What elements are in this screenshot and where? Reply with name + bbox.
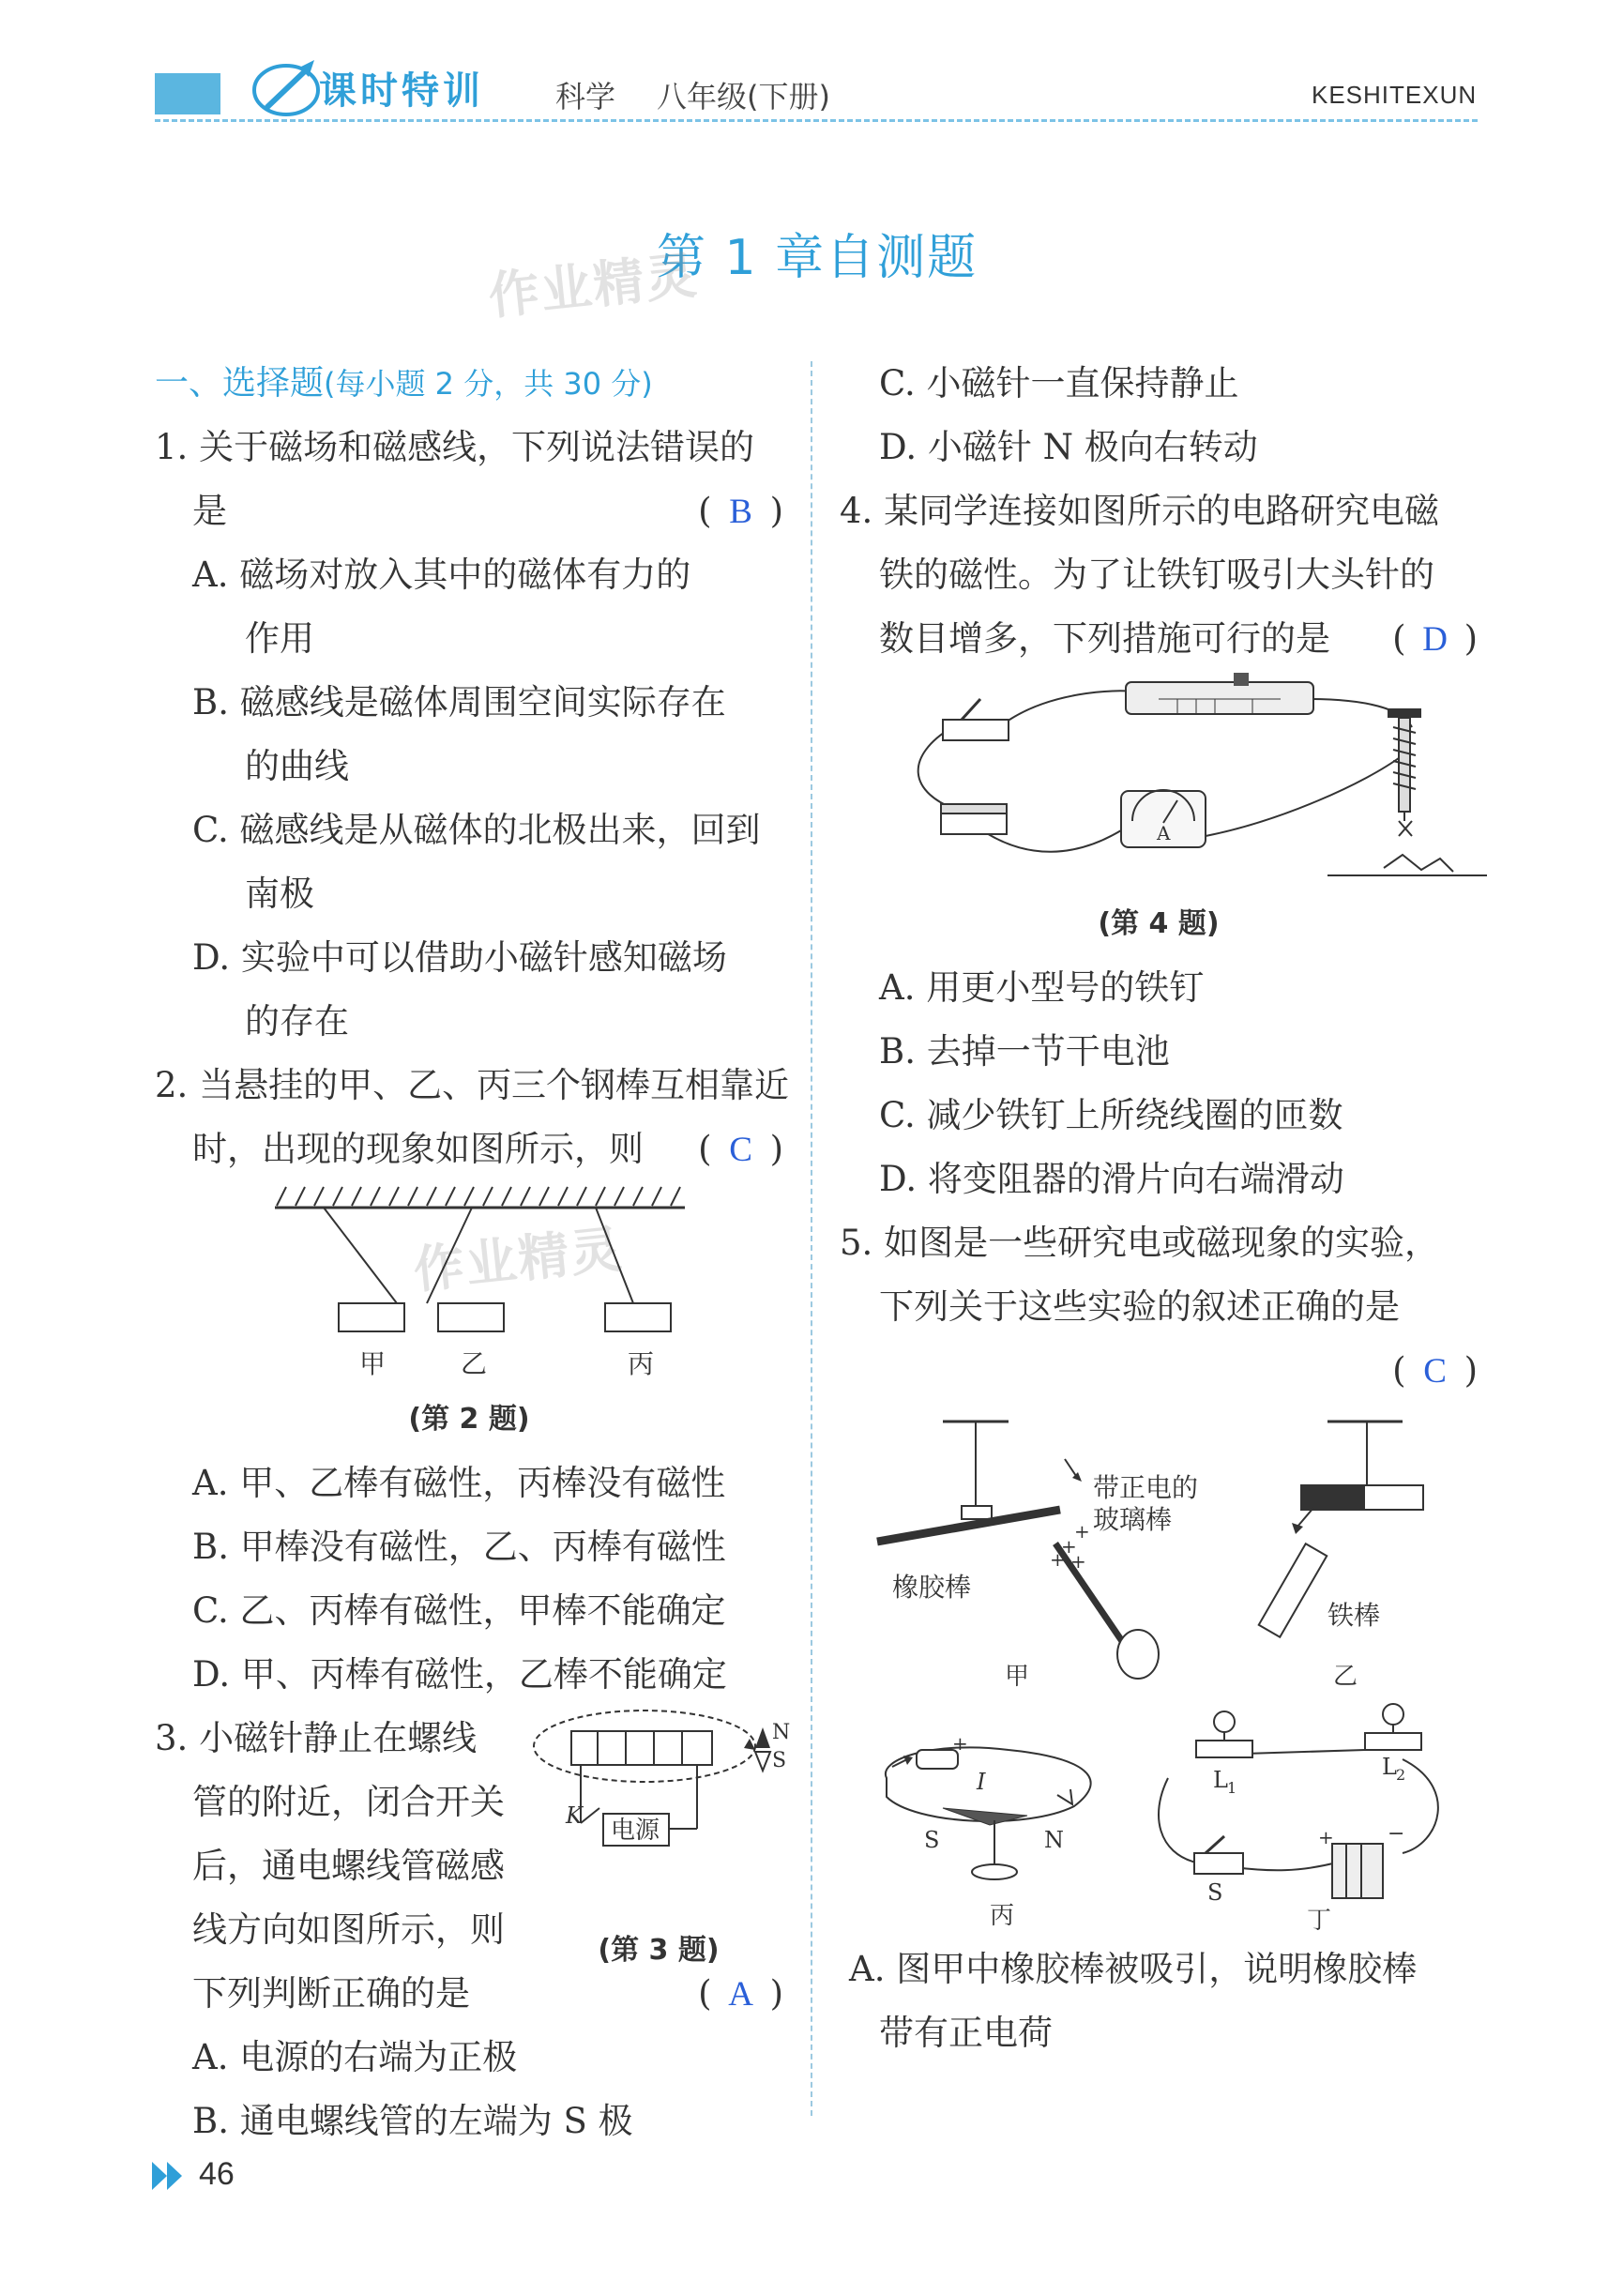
answer-letter: A	[728, 1975, 753, 2014]
svg-text:2: 2	[1396, 1766, 1406, 1784]
answer-bracket: ( C )	[1392, 1339, 1478, 1404]
series-pinyin: KESHITEXUN	[1312, 81, 1478, 109]
question-stem: 3. 小磁针静止在螺线	[155, 1718, 478, 1758]
option-d: D. 甲、丙棒有磁性，乙棒不能确定	[192, 1654, 727, 1695]
question-stem: 4. 某同学连接如图所示的电路研究电磁	[840, 491, 1440, 531]
option-a: A. 甲、乙棒有磁性，丙棒没有磁性	[192, 1463, 726, 1503]
option-a: A. 用更小型号的铁钉	[879, 967, 1205, 1008]
option-d-cont: 的存在	[245, 1001, 349, 1042]
answer-letter: B	[729, 493, 752, 531]
compass-north: N	[1044, 1827, 1064, 1853]
glass-rod-label-2: 玻璃棒	[1093, 1504, 1173, 1535]
south-label: S	[772, 1749, 787, 1772]
panel-label-ding: 丁	[1307, 1907, 1332, 1935]
svg-text:1: 1	[1227, 1779, 1237, 1797]
question-1	[155, 416, 783, 1054]
figure-q2-caption: (第 2 题)	[408, 1403, 530, 1436]
north-label: N	[772, 1721, 791, 1744]
answer-letter: D	[1422, 620, 1448, 659]
svg-text:+: +	[952, 1732, 968, 1755]
figure-q4-caption: (第 4 题)	[1098, 907, 1220, 940]
section-title: 一、选择题	[155, 364, 325, 403]
brand-title: 课时特训	[319, 69, 484, 113]
option-c-cont: 南极	[245, 874, 314, 914]
answer-bracket: ( C )	[698, 1118, 783, 1182]
subject-label: 科学	[555, 79, 616, 114]
question-4	[840, 479, 1478, 1211]
label-jia: 甲	[359, 1348, 387, 1379]
option-c: C. 减少铁钉上所绕线圈的匝数	[879, 1095, 1343, 1135]
answer-letter: C	[1423, 1352, 1447, 1391]
option-d: D. 将变阻器的滑片向右端滑动	[879, 1159, 1344, 1199]
question-stem: 数目增多，下列措施可行的是 ( D )	[840, 607, 1478, 671]
figure-q2-hanging-rods	[155, 1181, 783, 1341]
switch-label: K	[566, 1802, 583, 1829]
question-5	[840, 1211, 1478, 2065]
question-2	[155, 1054, 790, 1707]
question-stem: 是 ( B )	[155, 479, 783, 543]
answer-bracket: ( A )	[698, 1962, 783, 2027]
ammeter-label: A	[1157, 822, 1171, 844]
left-column	[155, 352, 791, 2153]
option-c: C. 乙、丙棒有磁性，甲棒不能确定	[192, 1590, 726, 1631]
question-stem: 2. 当悬挂的甲、乙、丙三个钢棒互相靠近	[155, 1065, 790, 1105]
label-bing: 丙	[628, 1348, 655, 1379]
option-d: D. 实验中可以借助小磁针感知磁场	[192, 937, 727, 978]
chapter-title: 第 1 章自测题	[657, 230, 978, 286]
question-stem: 时，出现的现象如图所示，则 ( C )	[155, 1118, 783, 1181]
option-b: B. 磁感线是磁体周围空间实际存在	[192, 682, 726, 722]
compass-south: S	[924, 1827, 940, 1853]
watermark-middle: 作业精灵	[410, 1219, 627, 1300]
option-a: A. 图甲中橡胶棒被吸引，说明橡胶棒	[849, 1949, 1418, 1989]
svg-text:−: −	[1388, 1822, 1405, 1846]
switch-s: S	[1207, 1879, 1223, 1906]
solenoid-diagram	[532, 1707, 791, 1894]
question-stem: 线方向如图所示，则	[192, 1909, 505, 1950]
section-note: (每小题 2 分，共 30 分)	[324, 366, 653, 402]
option-c: C. 磁感线是从磁体的北极出来，回到	[192, 810, 761, 850]
option-b: B. 去掉一节干电池	[879, 1031, 1170, 1072]
header-color-block	[155, 73, 220, 114]
option-b: B. 通电螺线管的左端为 S 极	[192, 2101, 633, 2141]
option-c: C. 小磁针一直保持静止	[879, 363, 1239, 403]
question-stem: 后，通电螺线管磁感	[192, 1846, 505, 1886]
answer-letter: C	[729, 1131, 752, 1169]
svg-text:+: +	[1318, 1826, 1334, 1848]
panel-label-yi: 乙	[1333, 1663, 1358, 1691]
section-heading	[155, 352, 783, 416]
svg-text:+: +	[1050, 1548, 1066, 1571]
figure-q3-solenoid	[532, 1707, 791, 1983]
watermark-top: 作业精灵	[485, 245, 702, 327]
figure-q2-labels	[155, 1341, 783, 1388]
bulb-l2: L	[1382, 1754, 1397, 1780]
rubber-rod-label: 橡胶棒	[892, 1572, 972, 1603]
option-a-cont: 带有正电荷	[879, 2013, 1053, 2053]
answer-line	[840, 1339, 1478, 1403]
panel-label-jia: 甲	[1005, 1663, 1030, 1691]
question-stem: 铁的磁性。为了让铁钉吸引大头针的	[879, 555, 1434, 595]
header-divider	[155, 119, 1478, 122]
option-a: A. 电源的右端为正极	[192, 2037, 518, 2077]
grade-label: 八年级(下册)	[657, 79, 830, 114]
question-3	[155, 1707, 791, 2153]
option-b-cont: 的曲线	[245, 746, 349, 786]
question-stem: 5. 如图是一些研究电或磁现象的实验，	[840, 1223, 1440, 1263]
svg-text:+: +	[1061, 1535, 1077, 1558]
question-stem: 下列关于这些实验的叙述正确的是	[879, 1286, 1400, 1327]
double-chevron-icon	[150, 2160, 188, 2192]
option-a: A. 磁场对放入其中的磁体有力的	[192, 555, 691, 595]
option-a-cont: 作用	[245, 618, 314, 659]
right-column	[840, 352, 1478, 2065]
answer-bracket: ( D )	[1392, 607, 1478, 672]
current-label: I	[977, 1769, 986, 1795]
question-stem: 管的附近，闭合开关	[192, 1782, 505, 1822]
iron-rod-label: 铁棒	[1327, 1600, 1381, 1631]
figure-q4-circuit	[840, 671, 1478, 892]
option-b: B. 甲棒没有磁性，乙、丙棒有磁性	[192, 1527, 726, 1567]
question-stem: 1. 关于磁场和磁感线，下列说法错误的	[155, 427, 755, 467]
glass-rod-label: 带正电的	[1093, 1472, 1199, 1503]
label-yi: 乙	[461, 1348, 488, 1379]
power-label: 电源	[611, 1817, 660, 1845]
option-d: D. 小磁针 N 极向右转动	[879, 427, 1258, 467]
column-divider	[811, 361, 812, 2116]
panel-label-bing: 丙	[990, 1902, 1015, 1930]
answer-bracket: ( B )	[698, 479, 783, 544]
question-stem: 下列判断正确的是 ( A )	[155, 1962, 783, 2026]
page-number: 46	[199, 2156, 235, 2192]
figure-q3-caption: (第 3 题)	[598, 1934, 720, 1967]
svg-text:+: +	[1070, 1550, 1086, 1573]
figure-q5-experiments	[840, 1403, 1478, 1938]
svg-text:+: +	[1074, 1520, 1090, 1543]
bulb-l1: L	[1213, 1767, 1228, 1793]
